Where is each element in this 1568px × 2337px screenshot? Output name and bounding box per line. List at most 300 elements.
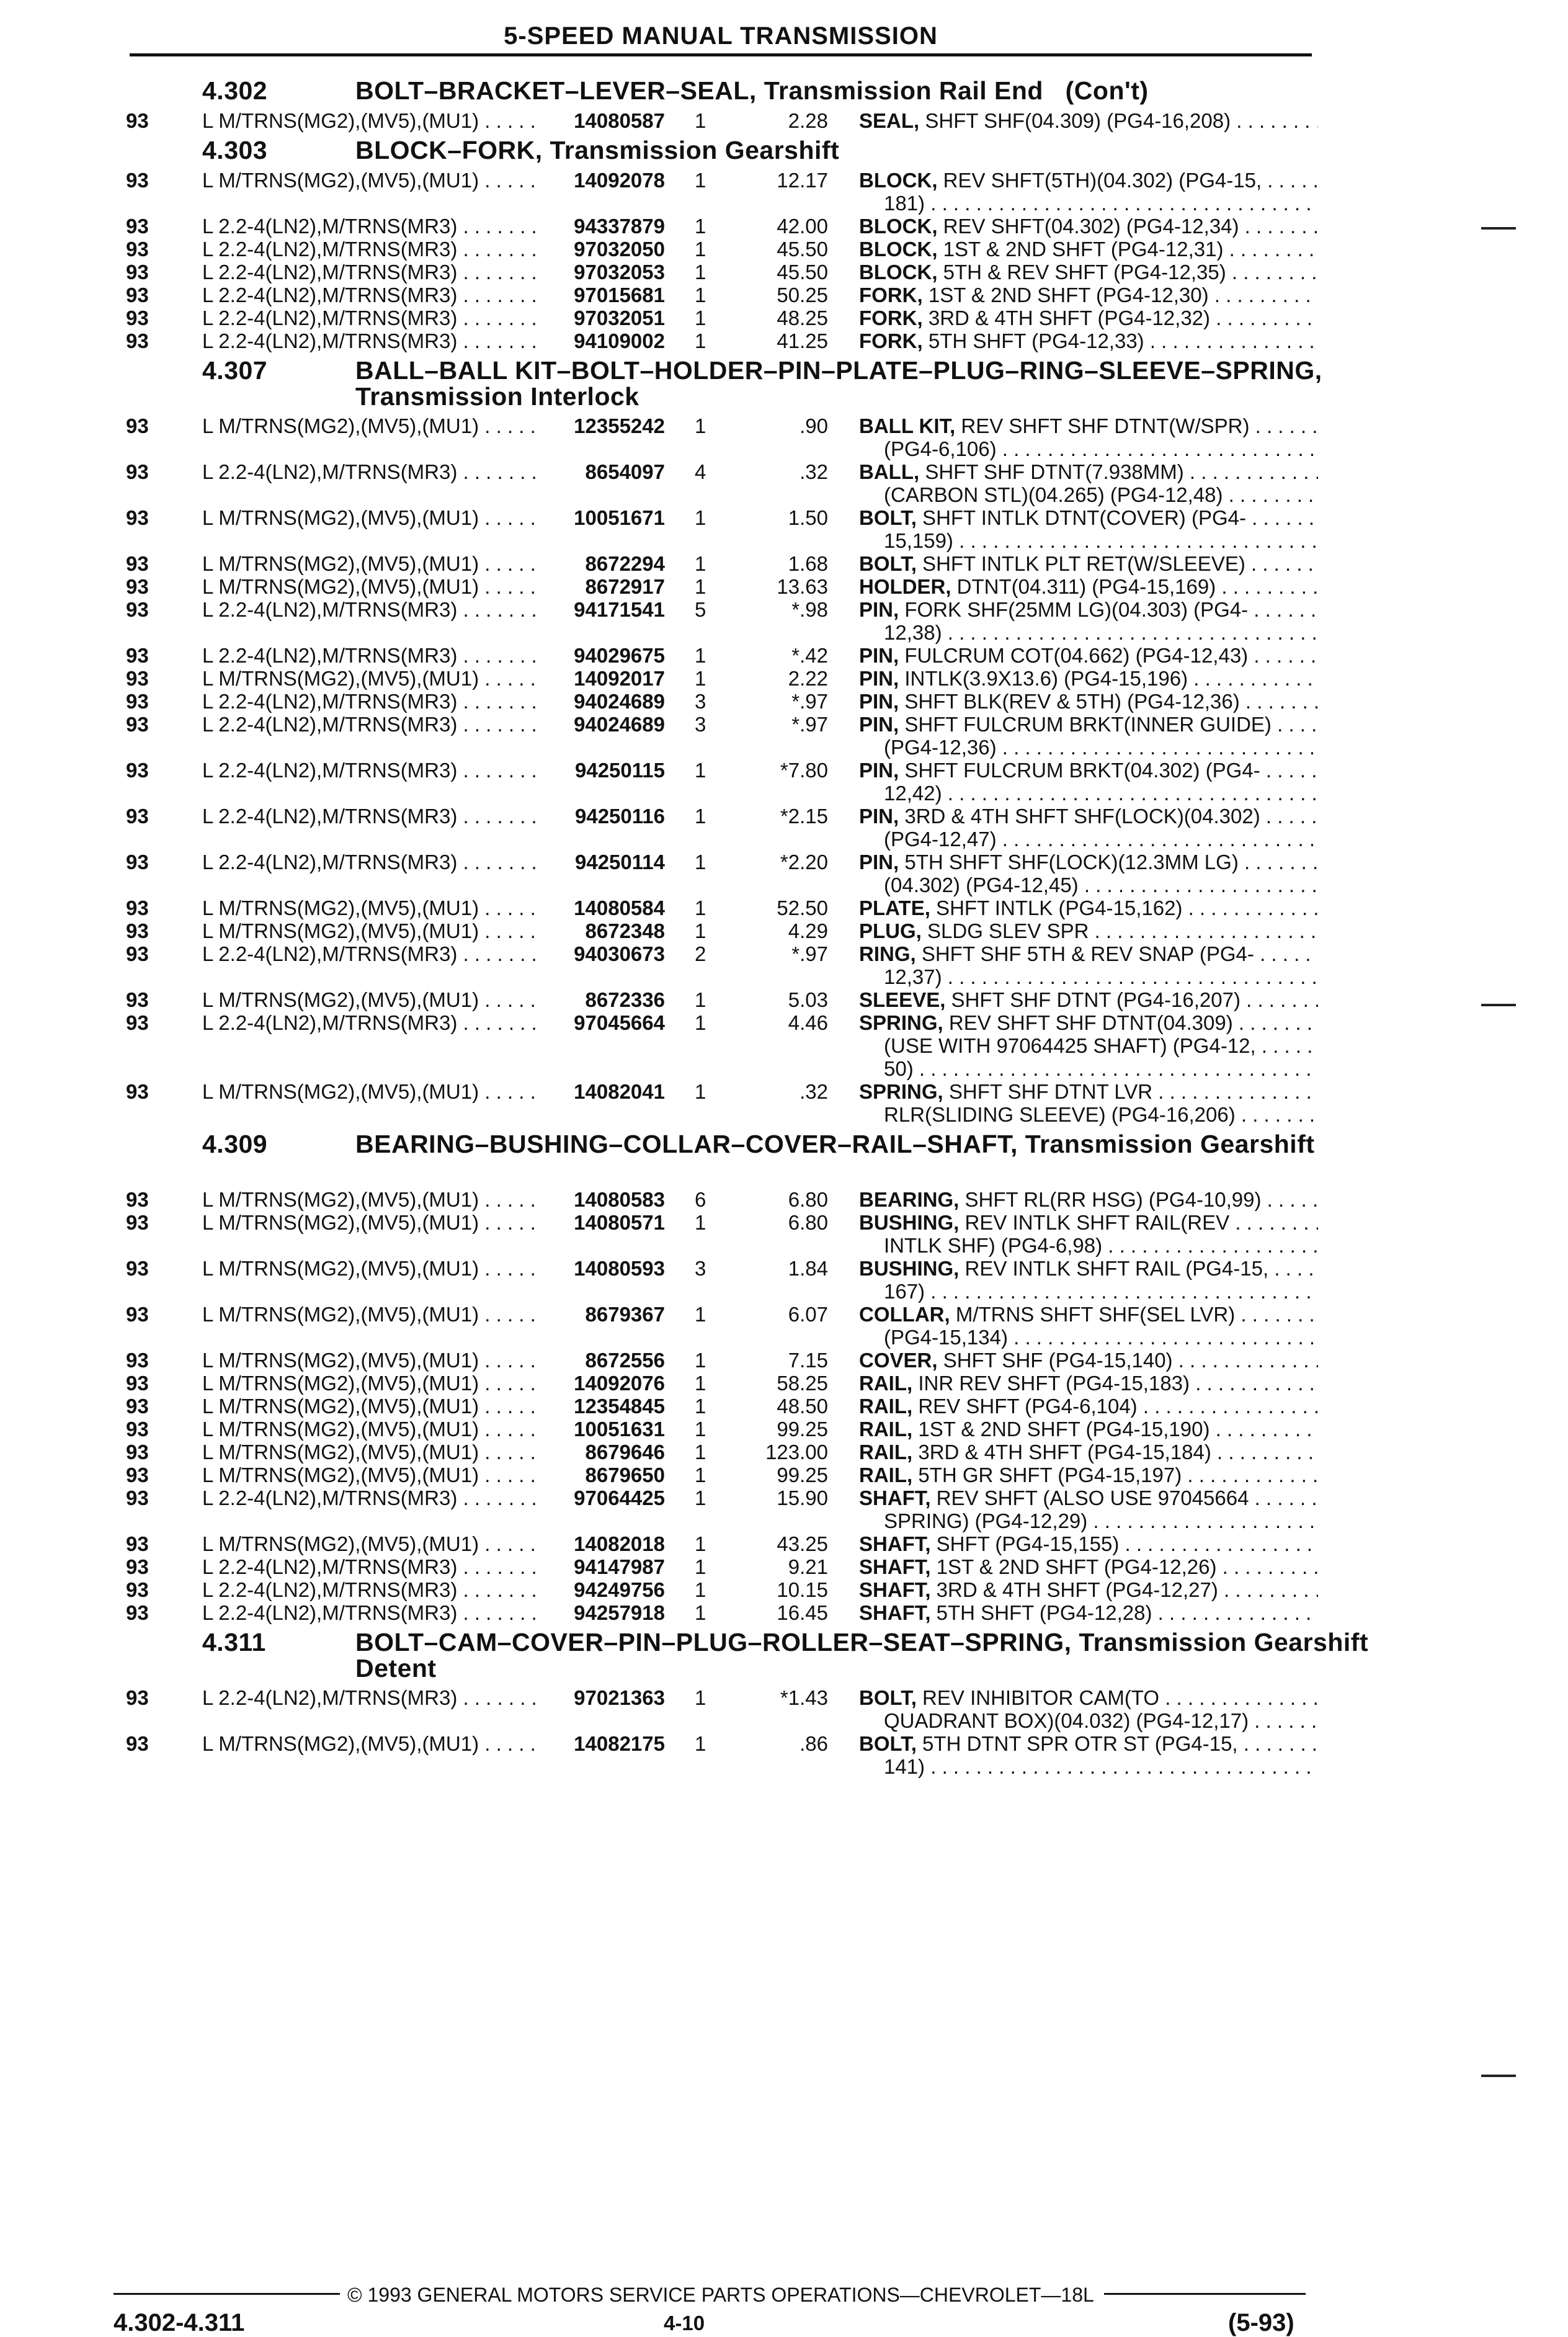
application: L M/TRNS(MG2),(MV5),(MU1) . . .: [202, 1441, 540, 1463]
section-title-text: BEARING–BUSHING–COLLAR–COVER–RAIL–SHAFT, Transmission Gearshift: [355, 1130, 1315, 1158]
price: 6.07: [788, 1303, 828, 1326]
description-text: 12,42): [884, 782, 942, 805]
description-text: 141): [884, 1755, 925, 1778]
model-year: 93: [126, 1395, 149, 1418]
part-number: 94257918: [540, 1601, 665, 1624]
part-name: SHAFT,: [859, 1555, 931, 1578]
description-line: [884, 192, 1318, 215]
quantity: 1: [695, 919, 706, 942]
price: .32: [800, 460, 828, 483]
price: 48.50: [777, 1395, 828, 1418]
section-number: 4.311: [202, 1628, 266, 1656]
footer-rule-right: [1104, 2293, 1306, 2295]
header-rule: [130, 53, 1312, 56]
description-line: [859, 1188, 1318, 1211]
part-number: 94250114: [540, 851, 665, 874]
model-year: 93: [126, 1418, 149, 1441]
application: L 2.2-4(LN2),M/TRNS(MR3) . . .: [202, 1486, 540, 1509]
model-year: 93: [126, 306, 149, 329]
application: L M/TRNS(MG2),(MV5),(MU1) . . .: [202, 552, 540, 575]
description-text: REV SHFT(04.302) (PG4-12,34): [937, 215, 1239, 238]
part-name: BOLT,: [859, 506, 917, 529]
part-name: HOLDER,: [859, 575, 951, 598]
description-line: [859, 1555, 1318, 1578]
part-name: BLOCK,: [859, 238, 938, 261]
part-name: SHAFT,: [859, 1601, 931, 1624]
price: .90: [800, 414, 828, 437]
description-line: [859, 306, 1318, 329]
section-title: [355, 78, 1379, 104]
model-year: 93: [126, 1686, 149, 1709]
description-line: [859, 759, 1318, 782]
part-number: 94337879: [540, 215, 665, 238]
model-year: 93: [126, 238, 149, 261]
footer-rule-left: [114, 2293, 340, 2295]
price: 4.46: [788, 1011, 828, 1034]
price: 41.25: [777, 329, 828, 352]
description-text: 50): [884, 1057, 914, 1080]
description-line: [884, 1509, 1318, 1532]
description-line: [884, 874, 1318, 896]
price: *.97: [791, 713, 828, 736]
part-name: BALL KIT,: [859, 414, 956, 437]
price: 6.80: [788, 1188, 828, 1211]
part-name: BOLT,: [859, 1732, 917, 1755]
price: 5.03: [788, 988, 828, 1011]
description-line: [859, 1349, 1318, 1372]
description-line: [859, 1011, 1318, 1034]
model-year: 93: [126, 1011, 149, 1034]
spacer: [1043, 76, 1066, 105]
application: L 2.2-4(LN2),M/TRNS(MR3) . . .: [202, 1578, 540, 1601]
description-text: REV INTLK SHFT RAIL (PG4-15,: [959, 1257, 1269, 1280]
footer-section-range: 4.302-4.311: [114, 2309, 245, 2336]
price: *.97: [791, 690, 828, 713]
quantity: 1: [695, 1418, 706, 1441]
part-name: RAIL,: [859, 1395, 913, 1418]
part-number: 8654097: [540, 460, 665, 483]
description-text: 167): [884, 1280, 925, 1303]
part-name: FORK,: [859, 284, 923, 306]
description-line: [859, 329, 1318, 352]
application: L 2.2-4(LN2),M/TRNS(MR3) . . .: [202, 713, 540, 736]
section-number: 4.303: [202, 136, 268, 164]
part-number: 8672348: [540, 919, 665, 942]
price: 99.25: [777, 1418, 828, 1441]
section-continued: (Con't): [1065, 76, 1149, 105]
price: 16.45: [777, 1601, 828, 1624]
price: *1.43: [780, 1686, 828, 1709]
price: 43.25: [777, 1532, 828, 1555]
price: 123.00: [765, 1441, 828, 1463]
description-text: (04.302) (PG4-12,45): [884, 874, 1079, 896]
description-text: QUADRANT BOX)(04.032) (PG4-12,17): [884, 1709, 1249, 1732]
description-line: [859, 460, 1318, 483]
description-line: [859, 1686, 1318, 1709]
section-title: [355, 137, 1379, 163]
model-year: 93: [126, 506, 149, 529]
description-text: (CARBON STL)(04.265) (PG4-12,48): [884, 483, 1223, 506]
model-year: 93: [126, 460, 149, 483]
quantity: 1: [695, 329, 706, 352]
description-text: (PG4-15,134): [884, 1326, 1008, 1349]
model-year: 93: [126, 284, 149, 306]
quantity: 1: [695, 109, 706, 132]
description-text: 5TH GR SHFT (PG4-15,197): [912, 1463, 1182, 1486]
model-year: 93: [126, 1532, 149, 1555]
model-year: 93: [126, 261, 149, 284]
section-title: [355, 357, 1379, 409]
description-text: REV SHFT SHF DTNT(04.309): [943, 1011, 1233, 1034]
section-title-text: BLOCK–FORK, Transmission Gearshift: [355, 136, 840, 164]
quantity: 1: [695, 238, 706, 261]
part-number: 94024689: [540, 713, 665, 736]
description-text: INTLK SHF) (PG4-6,98): [884, 1234, 1103, 1257]
description-text: SHFT INTLK PLT RET(W/SLEEVE): [916, 552, 1245, 575]
model-year: 93: [126, 109, 149, 132]
description-text: 5TH SHFT (PG4-12,33): [922, 329, 1144, 352]
price: 10.15: [777, 1578, 828, 1601]
description-text: RLR(SLIDING SLEEVE) (PG4-16,206): [884, 1103, 1236, 1126]
section-title: [355, 1629, 1379, 1681]
model-year: 93: [126, 713, 149, 736]
quantity: 1: [695, 896, 706, 919]
description-line: [859, 109, 1318, 132]
application: L 2.2-4(LN2),M/TRNS(MR3) . . .: [202, 261, 540, 284]
part-number: 94250116: [540, 805, 665, 828]
description-line: [884, 1103, 1318, 1126]
application: L M/TRNS(MG2),(MV5),(MU1) . . .: [202, 988, 540, 1011]
description-line: [859, 919, 1318, 942]
part-number: 97021363: [540, 1686, 665, 1709]
description-text: SHFT FULCRUM BRKT(04.302) (PG4-: [899, 759, 1260, 782]
part-name: BOLT,: [859, 1686, 917, 1709]
price: 15.90: [777, 1486, 828, 1509]
description-text: 5TH & REV SHFT (PG4-12,35): [937, 261, 1226, 284]
price: 2.28: [788, 109, 828, 132]
description-text: 1ST & 2ND SHFT (PG4-12,26): [930, 1555, 1217, 1578]
application: L M/TRNS(MG2),(MV5),(MU1) . . .: [202, 1211, 540, 1234]
price: 50.25: [777, 284, 828, 306]
application: L M/TRNS(MG2),(MV5),(MU1) . . .: [202, 575, 540, 598]
price: 9.21: [788, 1555, 828, 1578]
application: L M/TRNS(MG2),(MV5),(MU1) . . .: [202, 1463, 540, 1486]
description-line: [884, 782, 1318, 805]
application: L 2.2-4(LN2),M/TRNS(MR3) . . .: [202, 644, 540, 667]
price: 45.50: [777, 261, 828, 284]
description-text: 3RD & 4TH SHFT (PG4-15,184): [912, 1441, 1211, 1463]
description-text: SHFT SHF(04.309) (PG4-16,208): [919, 109, 1231, 132]
description-line: [859, 1372, 1318, 1395]
description-line: [859, 1418, 1318, 1441]
part-name: PIN,: [859, 598, 899, 621]
application: L 2.2-4(LN2),M/TRNS(MR3) . . .: [202, 238, 540, 261]
description-line: [884, 529, 1318, 552]
quantity: 4: [695, 460, 706, 483]
description-text: FULCRUM COT(04.662) (PG4-12,43): [899, 644, 1249, 667]
quantity: 3: [695, 1257, 706, 1280]
description-line: [859, 896, 1318, 919]
part-number: 94109002: [540, 329, 665, 352]
price: .32: [800, 1080, 828, 1103]
part-name: PIN,: [859, 851, 899, 874]
part-number: 94029675: [540, 644, 665, 667]
description-line: [884, 1057, 1318, 1080]
description-line: [884, 1709, 1318, 1732]
description-line: [859, 690, 1318, 713]
part-name: FORK,: [859, 329, 923, 352]
quantity: 1: [695, 575, 706, 598]
part-name: PLUG,: [859, 919, 922, 942]
model-year: 93: [126, 1463, 149, 1486]
description-line: [859, 284, 1318, 306]
part-name: SHAFT,: [859, 1532, 931, 1555]
price: 48.25: [777, 306, 828, 329]
part-number: 14080583: [540, 1188, 665, 1211]
description-line: [884, 483, 1318, 506]
description-text: SHFT SHF 5TH & REV SNAP (PG4-: [915, 942, 1254, 965]
application: L M/TRNS(MG2),(MV5),(MU1) . . .: [202, 1257, 540, 1280]
part-number: 14082175: [540, 1732, 665, 1755]
application: L 2.2-4(LN2),M/TRNS(MR3) . . .: [202, 851, 540, 874]
price: 1.84: [788, 1257, 828, 1280]
application: L 2.2-4(LN2),M/TRNS(MR3) . . .: [202, 690, 540, 713]
description-text: REV SHFT (ALSO USE 97045664: [930, 1486, 1249, 1509]
part-name: COVER,: [859, 1349, 938, 1372]
part-name: BLOCK,: [859, 215, 938, 238]
application: L M/TRNS(MG2),(MV5),(MU1) . . .: [202, 169, 540, 192]
description-line: [859, 1257, 1318, 1280]
quantity: 1: [695, 1732, 706, 1755]
margin-mark: [1481, 1004, 1516, 1006]
description-line: [859, 598, 1318, 621]
description-text: SHFT SHF DTNT LVR: [943, 1080, 1153, 1103]
quantity: 1: [695, 506, 706, 529]
footer-date: (5-93): [1228, 2309, 1294, 2336]
price: 58.25: [777, 1372, 828, 1395]
description-line: [884, 1280, 1318, 1303]
description-line: [884, 1326, 1318, 1349]
application: L 2.2-4(LN2),M/TRNS(MR3) . . .: [202, 215, 540, 238]
description-text: M/TRNS SHFT SHF(SEL LVR): [950, 1303, 1236, 1326]
description-text: REV INTLK SHFT RAIL(REV: [959, 1211, 1230, 1234]
part-number: 97015681: [540, 284, 665, 306]
description-text: REV SHFT (PG4-6,104): [912, 1395, 1138, 1418]
model-year: 93: [126, 1578, 149, 1601]
quantity: 1: [695, 1303, 706, 1326]
model-year: 93: [126, 1486, 149, 1509]
quantity: 1: [695, 851, 706, 874]
model-year: 93: [126, 667, 149, 690]
application: L 2.2-4(LN2),M/TRNS(MR3) . . .: [202, 1555, 540, 1578]
quantity: 1: [695, 759, 706, 782]
part-name: PIN,: [859, 644, 899, 667]
quantity: 1: [695, 644, 706, 667]
description-text: SPRING) (PG4-12,29): [884, 1509, 1088, 1532]
quantity: 1: [695, 1601, 706, 1624]
quantity: 1: [695, 1011, 706, 1034]
description-text: 3RD & 4TH SHFT (PG4-12,32): [922, 306, 1211, 329]
application: L 2.2-4(LN2),M/TRNS(MR3) . . .: [202, 759, 540, 782]
description-text: SLDG SLEV SPR: [921, 919, 1089, 942]
model-year: 93: [126, 1732, 149, 1755]
description-text: 15,159): [884, 529, 953, 552]
part-name: PIN,: [859, 713, 899, 736]
part-name: BOLT,: [859, 552, 917, 575]
part-number: 8679646: [540, 1441, 665, 1463]
description-line: [859, 261, 1318, 284]
description-line: [884, 828, 1318, 851]
section-title-text: BOLT–BRACKET–LEVER–SEAL, Transmission Rail End: [355, 76, 1043, 105]
price: *.98: [791, 598, 828, 621]
price: 12.17: [777, 169, 828, 192]
application: L M/TRNS(MG2),(MV5),(MU1) . . .: [202, 667, 540, 690]
application: L M/TRNS(MG2),(MV5),(MU1) . . .: [202, 109, 540, 132]
description-line: [859, 1303, 1318, 1326]
part-number: 8672294: [540, 552, 665, 575]
description-line: [859, 1578, 1318, 1601]
quantity: 1: [695, 1486, 706, 1509]
description-text: SHFT INTLK DTNT(COVER) (PG4-: [916, 506, 1246, 529]
application: L 2.2-4(LN2),M/TRNS(MR3) . . .: [202, 805, 540, 828]
description-line: [859, 414, 1318, 437]
application: L 2.2-4(LN2),M/TRNS(MR3) . . .: [202, 598, 540, 621]
quantity: 1: [695, 1532, 706, 1555]
model-year: 93: [126, 759, 149, 782]
application: L 2.2-4(LN2),M/TRNS(MR3) . . .: [202, 460, 540, 483]
section-title: [355, 1131, 1379, 1157]
part-number: 14080584: [540, 896, 665, 919]
model-year: 93: [126, 598, 149, 621]
part-number: 14092078: [540, 169, 665, 192]
part-number: 14080571: [540, 1211, 665, 1234]
quantity: 1: [695, 1555, 706, 1578]
part-number: 8679650: [540, 1463, 665, 1486]
price: 1.68: [788, 552, 828, 575]
part-name: BLOCK,: [859, 169, 938, 192]
part-number: 14082018: [540, 1532, 665, 1555]
application: L 2.2-4(LN2),M/TRNS(MR3) . . .: [202, 942, 540, 965]
application: L 2.2-4(LN2),M/TRNS(MR3) . . .: [202, 1686, 540, 1709]
part-number: 97045664: [540, 1011, 665, 1034]
description-text: 3RD & 4TH SHFT (PG4-12,27): [930, 1578, 1218, 1601]
description-line: [884, 736, 1318, 759]
description-text: SHFT FULCRUM BRKT(INNER GUIDE): [899, 713, 1272, 736]
model-year: 93: [126, 1303, 149, 1326]
description-text: SHFT (PG4-15,155): [930, 1532, 1120, 1555]
model-year: 93: [126, 1372, 149, 1395]
model-year: 93: [126, 1080, 149, 1103]
part-number: 14092076: [540, 1372, 665, 1395]
description-line: [884, 965, 1318, 988]
price: *2.15: [780, 805, 828, 828]
model-year: 93: [126, 329, 149, 352]
quantity: 1: [695, 169, 706, 192]
part-name: RAIL,: [859, 1441, 913, 1463]
application: L M/TRNS(MG2),(MV5),(MU1) . . .: [202, 1349, 540, 1372]
description-line: [884, 437, 1318, 460]
description-text: (PG4-12,47): [884, 828, 997, 851]
description-line: [859, 1601, 1318, 1624]
part-number: 8679367: [540, 1303, 665, 1326]
description-text: INTLK(3.9X13.6) (PG4-15,196): [899, 667, 1188, 690]
description-line: [859, 1532, 1318, 1555]
description-line: [859, 988, 1318, 1011]
part-name: PIN,: [859, 667, 899, 690]
part-number: 14082041: [540, 1080, 665, 1103]
part-number: 10051631: [540, 1418, 665, 1441]
model-year: 93: [126, 942, 149, 965]
quantity: 3: [695, 690, 706, 713]
part-name: BEARING,: [859, 1188, 960, 1211]
part-name: SPRING,: [859, 1080, 943, 1103]
price: 99.25: [777, 1463, 828, 1486]
description-line: [859, 238, 1318, 261]
quantity: 1: [695, 1441, 706, 1463]
part-number: 97064425: [540, 1486, 665, 1509]
price: 52.50: [777, 896, 828, 919]
description-text: SHFT INTLK (PG4-15,162): [930, 896, 1183, 919]
model-year: 93: [126, 805, 149, 828]
price: 42.00: [777, 215, 828, 238]
price: *.97: [791, 942, 828, 965]
model-year: 93: [126, 1555, 149, 1578]
description-text: 181): [884, 192, 925, 215]
section-title-text: BOLT–CAM–COVER–PIN–PLUG–ROLLER–SEAT–SPRING, Transmission Gearshift Detent: [355, 1628, 1369, 1682]
application: L M/TRNS(MG2),(MV5),(MU1) . . .: [202, 506, 540, 529]
price: 13.63: [777, 575, 828, 598]
quantity: 1: [695, 1349, 706, 1372]
description-line: [859, 644, 1318, 667]
quantity: 1: [695, 1395, 706, 1418]
description-text: 1ST & 2ND SHFT (PG4-12,31): [937, 238, 1224, 261]
model-year: 93: [126, 575, 149, 598]
part-name: FORK,: [859, 306, 923, 329]
description-line: [859, 1211, 1318, 1234]
part-name: SPRING,: [859, 1011, 943, 1034]
part-name: BUSHING,: [859, 1211, 960, 1234]
description-text: 1ST & 2ND SHFT (PG4-15,190): [912, 1418, 1210, 1441]
model-year: 93: [126, 1601, 149, 1624]
part-number: 94024689: [540, 690, 665, 713]
application: L 2.2-4(LN2),M/TRNS(MR3) . . .: [202, 306, 540, 329]
quantity: 3: [695, 713, 706, 736]
part-number: 10051671: [540, 506, 665, 529]
part-name: BUSHING,: [859, 1257, 960, 1280]
application: L M/TRNS(MG2),(MV5),(MU1) . . .: [202, 1303, 540, 1326]
description-line: [884, 621, 1318, 644]
quantity: 1: [695, 552, 706, 575]
model-year: 93: [126, 215, 149, 238]
model-year: 93: [126, 414, 149, 437]
part-name: PIN,: [859, 759, 899, 782]
part-name: BLOCK,: [859, 261, 938, 284]
part-number: 94147987: [540, 1555, 665, 1578]
description-line: [884, 1234, 1318, 1257]
part-number: 14080587: [540, 109, 665, 132]
price: 45.50: [777, 238, 828, 261]
application: L M/TRNS(MG2),(MV5),(MU1) . . .: [202, 1532, 540, 1555]
description-text: 1ST & 2ND SHFT (PG4-12,30): [922, 284, 1209, 306]
description-text: SHFT SHF DTNT(7.938MM): [919, 460, 1184, 483]
application: L M/TRNS(MG2),(MV5),(MU1) . . .: [202, 414, 540, 437]
section-title-text: BALL–BALL KIT–BOLT–HOLDER–PIN–PLATE–PLUG–RING–SLEEVE–SPRING, Transmission Interlock: [355, 356, 1322, 411]
part-name: SEAL,: [859, 109, 920, 132]
price: 1.50: [788, 506, 828, 529]
description-line: [859, 1080, 1318, 1103]
part-number: 8672336: [540, 988, 665, 1011]
description-text: SHFT SHF (PG4-15,140): [937, 1349, 1173, 1372]
